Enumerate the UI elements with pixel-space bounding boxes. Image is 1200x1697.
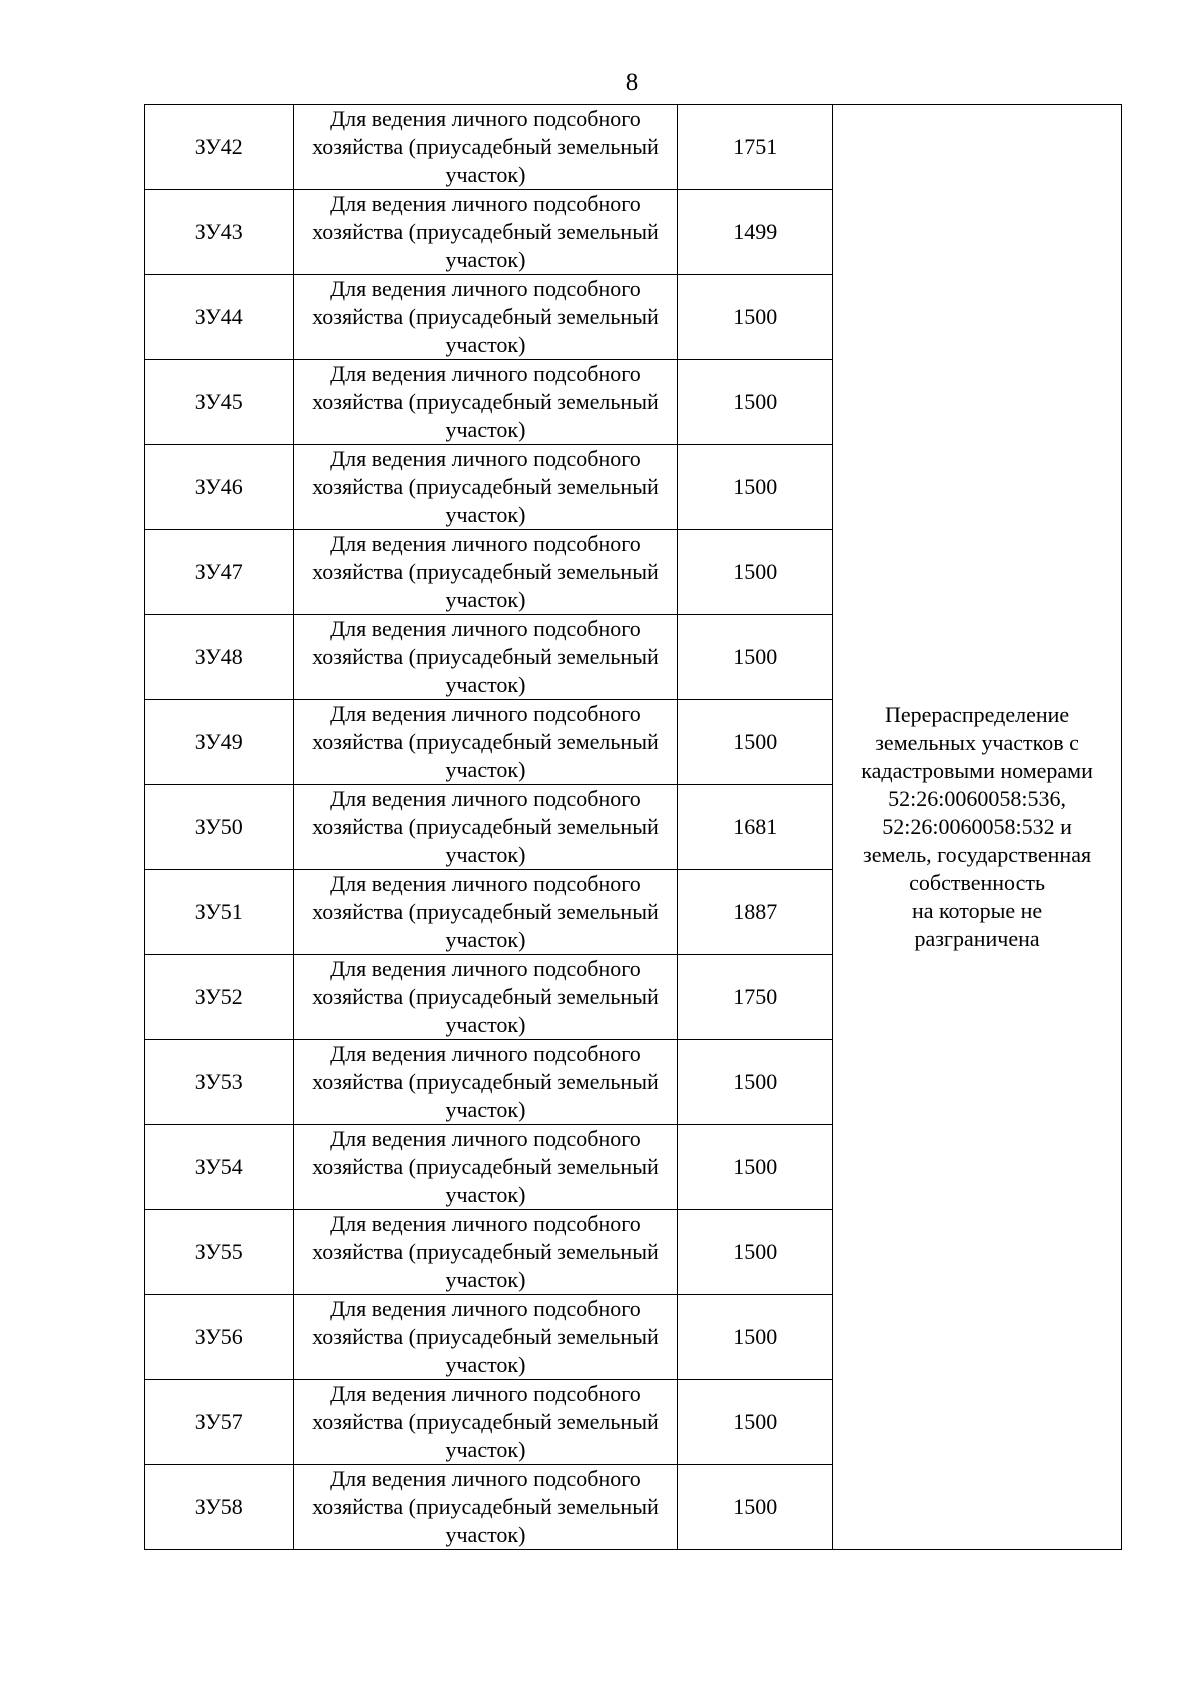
plot-id-cell: ЗУ48 — [145, 615, 294, 700]
permitted-use-text: Для ведения личного подсобного хозяйства (приусадебный земельный участок) — [312, 1296, 659, 1377]
permitted-use-text: Для ведения личного подсобного хозяйства (приусадебный земельный участок) — [312, 701, 659, 782]
area-cell: 1500 — [678, 1040, 833, 1125]
area-cell: 1500 — [678, 445, 833, 530]
area-cell: 1750 — [678, 955, 833, 1040]
plot-id-cell: ЗУ54 — [145, 1125, 294, 1210]
permitted-use-text: Для ведения личного подсобного хозяйства (приусадебный земельный участок) — [312, 1126, 659, 1207]
area-cell: 1499 — [678, 190, 833, 275]
plot-id-cell: ЗУ52 — [145, 955, 294, 1040]
plot-id-cell: ЗУ56 — [145, 1295, 294, 1380]
plot-id-cell: ЗУ45 — [145, 360, 294, 445]
area-cell: 1500 — [678, 615, 833, 700]
plot-id-cell: ЗУ58 — [145, 1465, 294, 1550]
area-cell: 1500 — [678, 1210, 833, 1295]
area-cell: 1500 — [678, 360, 833, 445]
area-cell: 1500 — [678, 700, 833, 785]
plot-id-cell: ЗУ50 — [145, 785, 294, 870]
permitted-use-text: Для ведения личного подсобного хозяйства (приусадебный земельный участок) — [312, 1466, 659, 1547]
area-cell: 1681 — [678, 785, 833, 870]
permitted-use-cell — [293, 105, 678, 190]
permitted-use-text: Для ведения личного подсобного хозяйства (приусадебный земельный участок) — [312, 531, 659, 612]
plot-id-cell: ЗУ47 — [145, 530, 294, 615]
plot-id-cell: ЗУ57 — [145, 1380, 294, 1465]
permitted-use-text: Для ведения личного подсобного хозяйства (приусадебный земельный участок) — [312, 361, 659, 442]
area-cell: 1887 — [678, 870, 833, 955]
plot-id-cell: ЗУ55 — [145, 1210, 294, 1295]
land-plots-table — [144, 104, 1122, 1550]
permitted-use-cell — [293, 955, 678, 1040]
area-cell: 1500 — [678, 1380, 833, 1465]
area-cell: 1500 — [678, 1295, 833, 1380]
plot-id-cell: ЗУ51 — [145, 870, 294, 955]
permitted-use-cell — [293, 360, 678, 445]
permitted-use-text: Для ведения личного подсобного хозяйства (приусадебный земельный участок) — [312, 276, 659, 357]
permitted-use-text: Для ведения личного подсобного хозяйства (приусадебный земельный участок) — [312, 106, 659, 187]
permitted-use-cell — [293, 615, 678, 700]
permitted-use-cell — [293, 190, 678, 275]
permitted-use-cell — [293, 275, 678, 360]
permitted-use-cell — [293, 700, 678, 785]
permitted-use-cell — [293, 1210, 678, 1295]
permitted-use-text: Для ведения личного подсобного хозяйства (приусадебный земельный участок) — [312, 786, 659, 867]
plot-id-cell: ЗУ46 — [145, 445, 294, 530]
permitted-use-cell — [293, 530, 678, 615]
permitted-use-cell — [293, 1380, 678, 1465]
plot-id-cell: ЗУ53 — [145, 1040, 294, 1125]
area-cell: 1751 — [678, 105, 833, 190]
formation-method-text: Перераспределение земельных участков с кадастровыми номерами 52:26:0060058:536, 52:26:0060058:532 и земель, государственная собственность на которые не разграничена — [861, 702, 1093, 951]
permitted-use-text: Для ведения личного подсобного хозяйства (приусадебный земельный участок) — [312, 1211, 659, 1292]
permitted-use-cell — [293, 1125, 678, 1210]
permitted-use-cell — [293, 870, 678, 955]
permitted-use-text: Для ведения личного подсобного хозяйства (приусадебный земельный участок) — [312, 956, 659, 1037]
permitted-use-text: Для ведения личного подсобного хозяйства (приусадебный земельный участок) — [312, 446, 659, 527]
area-cell: 1500 — [678, 275, 833, 360]
formation-method-cell — [833, 105, 1122, 1550]
permitted-use-text: Для ведения личного подсобного хозяйства (приусадебный земельный участок) — [312, 871, 659, 952]
permitted-use-text: Для ведения личного подсобного хозяйства (приусадебный земельный участок) — [312, 1381, 659, 1462]
plot-id-cell: ЗУ42 — [145, 105, 294, 190]
permitted-use-cell — [293, 445, 678, 530]
plot-id-cell: ЗУ43 — [145, 190, 294, 275]
permitted-use-text: Для ведения личного подсобного хозяйства (приусадебный земельный участок) — [312, 616, 659, 697]
area-cell: 1500 — [678, 1125, 833, 1210]
permitted-use-text: Для ведения личного подсобного хозяйства (приусадебный земельный участок) — [312, 191, 659, 272]
permitted-use-cell — [293, 1465, 678, 1550]
plot-id-cell: ЗУ49 — [145, 700, 294, 785]
area-cell: 1500 — [678, 530, 833, 615]
table-row — [145, 105, 1122, 190]
permitted-use-cell — [293, 785, 678, 870]
permitted-use-cell — [293, 1040, 678, 1125]
permitted-use-text: Для ведения личного подсобного хозяйства (приусадебный земельный участок) — [312, 1041, 659, 1122]
page-number: 8 — [625, 69, 639, 96]
permitted-use-cell — [293, 1295, 678, 1380]
area-cell: 1500 — [678, 1465, 833, 1550]
plot-id-cell: ЗУ44 — [145, 275, 294, 360]
